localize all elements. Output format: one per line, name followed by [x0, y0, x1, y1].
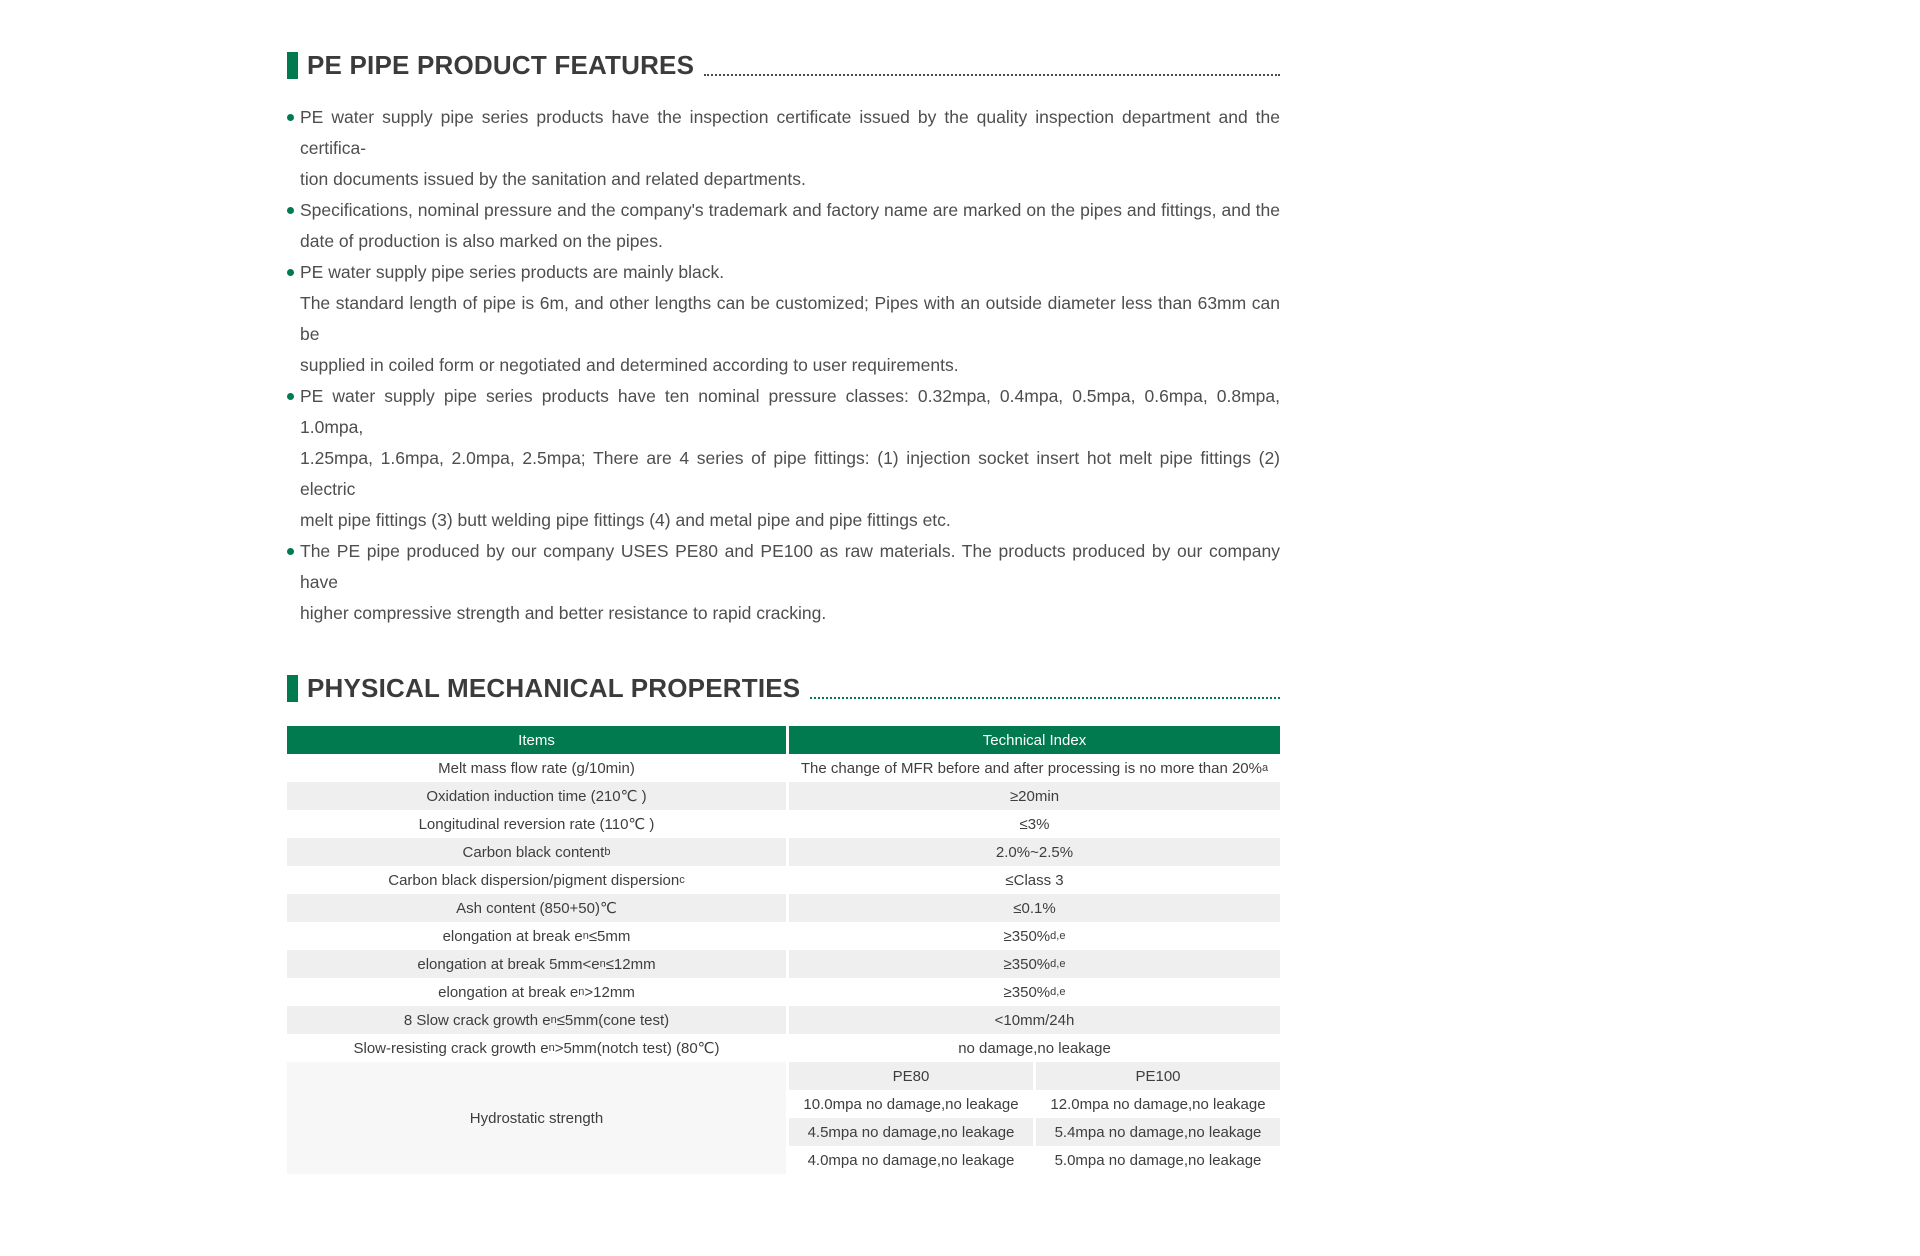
- value-cell: 4.5mpa no damage,no leakage: [789, 1118, 1033, 1146]
- item-cell: Hydrostatic strength: [287, 1062, 786, 1174]
- value-cell: no damage,no leakage: [958, 1039, 1111, 1057]
- item-cell: Carbon black dispersion/pigment dispersion c: [388, 871, 685, 889]
- value-cell: 4.0mpa no damage,no leakage: [807, 1151, 1015, 1169]
- value-cell: ≤3%: [1019, 815, 1050, 833]
- table-row: [287, 978, 1280, 1006]
- table-row: [287, 950, 1280, 978]
- feature-text-line: 1.25mpa, 1.6mpa, 2.0mpa, 2.5mpa; There are 4 series of pipe fittings: (1) injection socket insert hot melt pipe fittings (2) electric: [300, 448, 1280, 499]
- dotted-leader: [810, 697, 1280, 699]
- table-row: [287, 866, 1280, 894]
- feature-bullet-item: [287, 257, 1280, 381]
- feature-text-line: higher compressive strength and better resistance to rapid cracking.: [300, 603, 827, 623]
- hydrostatic-value-row: [789, 1090, 1280, 1118]
- value-cell: 5.4mpa no damage,no leakage: [1036, 1118, 1280, 1146]
- properties-table: [287, 726, 1280, 1174]
- value-cell: 12.0mpa no damage,no leakage: [1050, 1095, 1266, 1113]
- value-cell: ≥350% d,e: [1003, 983, 1066, 1001]
- feature-bullet-item: [287, 536, 1280, 629]
- value-cell: The change of MFR before and after processing is no more than 20% a: [800, 759, 1269, 777]
- value-cell: 5.0mpa no damage,no leakage: [1054, 1151, 1262, 1169]
- feature-bullet-item: [287, 102, 1280, 195]
- table-row: [287, 1006, 1280, 1034]
- item-cell: Oxidation induction time (210℃ ): [287, 782, 786, 810]
- bullet-dot-icon: [287, 207, 294, 214]
- feature-text-line: melt pipe fittings (3) butt welding pipe fittings (4) and metal pipe and pipe fittings etc.: [300, 510, 951, 530]
- table-row: [287, 922, 1280, 950]
- item-cell: Slow-resisting crack growth e n >5mm(notch test) (80℃): [353, 1039, 720, 1057]
- feature-bullet-item: [287, 195, 1280, 257]
- feature-text-line: The PE pipe produced by our company USES PE80 and PE100 as raw materials. The products produced by our company have: [287, 536, 1280, 598]
- column-header-items: Items: [287, 726, 786, 754]
- table-row: [287, 838, 1280, 866]
- hydrostatic-strength-block: [287, 1062, 1280, 1174]
- value-cell: ≥350% d,e: [789, 950, 1280, 978]
- feature-text-line: tion documents issued by the sanitation and related departments.: [300, 169, 806, 189]
- features-section: [287, 50, 1280, 629]
- page-content: [287, 0, 1280, 1174]
- features-header: [287, 50, 1280, 81]
- bullet-dot-icon: [287, 393, 294, 400]
- item-cell: Ash content (850+50)℃: [287, 894, 786, 922]
- table-header-row: [287, 726, 1280, 754]
- subcolumn-header: PE80: [789, 1062, 1033, 1090]
- feature-text-line: The standard length of pipe is 6m, and other lengths can be customized; Pipes with an outside diameter less than 63mm can be: [300, 293, 1280, 344]
- hydrostatic-subheader-row: [789, 1062, 1280, 1090]
- subcolumn-header: PE100: [1036, 1062, 1280, 1090]
- section-marker-icon: [287, 52, 298, 79]
- item-cell: elongation at break e n >12mm: [438, 983, 635, 1001]
- item-cell: Carbon black content b: [287, 838, 786, 866]
- item-cell: elongation at break e n ≤5mm: [442, 927, 631, 945]
- feature-text-line: supplied in coiled form or negotiated and determined according to user requirements.: [300, 355, 959, 375]
- table-row: [287, 1034, 1280, 1062]
- value-cell: ≥20min: [789, 782, 1280, 810]
- properties-title: PHYSICAL MECHANICAL PROPERTIES: [307, 673, 801, 703]
- bullet-dot-icon: [287, 269, 294, 276]
- value-cell: 10.0mpa no damage,no leakage: [803, 1095, 1019, 1113]
- column-header-technical-index: Technical Index: [789, 726, 1280, 754]
- dotted-leader: [704, 74, 1280, 76]
- table-row: [287, 894, 1280, 922]
- item-cell: Longitudinal reversion rate (110℃ ): [418, 816, 655, 833]
- value-cell: ≤0.1%: [789, 894, 1280, 922]
- section-marker-icon: [287, 675, 298, 702]
- hydrostatic-values: [789, 1062, 1280, 1174]
- feature-bullet-item: [287, 381, 1280, 536]
- features-title: PE PIPE PRODUCT FEATURES: [307, 50, 695, 80]
- value-cell: ≥350% d,e: [1003, 927, 1066, 945]
- hydrostatic-value-row: [789, 1146, 1280, 1174]
- properties-header: [287, 673, 1280, 704]
- table-row: [287, 810, 1280, 838]
- value-cell: ≤Class 3: [1005, 871, 1064, 889]
- item-cell: elongation at break 5mm<e n ≤12mm: [287, 950, 786, 978]
- feature-text-line: PE water supply pipe series products are mainly black.: [287, 257, 1280, 288]
- table-row: [287, 754, 1280, 782]
- feature-text-line: Specifications, nominal pressure and the company's trademark and factory name are marked on the pipes and fittings, and the: [287, 195, 1280, 226]
- hydrostatic-value-row: [789, 1118, 1280, 1146]
- table-row: [287, 782, 1280, 810]
- item-cell: 8 Slow crack growth e n ≤5mm(cone test): [287, 1006, 786, 1034]
- bullet-dot-icon: [287, 548, 294, 555]
- feature-text-line: date of production is also marked on the pipes.: [300, 231, 663, 251]
- value-cell: 2.0%~2.5%: [789, 838, 1280, 866]
- feature-text-line: PE water supply pipe series products have ten nominal pressure classes: 0.32mpa, 0.4mpa, 0.5mpa, 0.6mpa, 0.8mpa, 1.0mpa,: [287, 381, 1280, 443]
- item-cell: Melt mass flow rate (g/10min): [438, 759, 635, 777]
- bullet-dot-icon: [287, 114, 294, 121]
- properties-section: [287, 673, 1280, 1174]
- feature-text-line: PE water supply pipe series products have the inspection certificate issued by the quality inspection department and the certifica-: [287, 102, 1280, 164]
- value-cell: <10mm/24h: [789, 1006, 1280, 1034]
- features-bullet-list: [287, 102, 1280, 629]
